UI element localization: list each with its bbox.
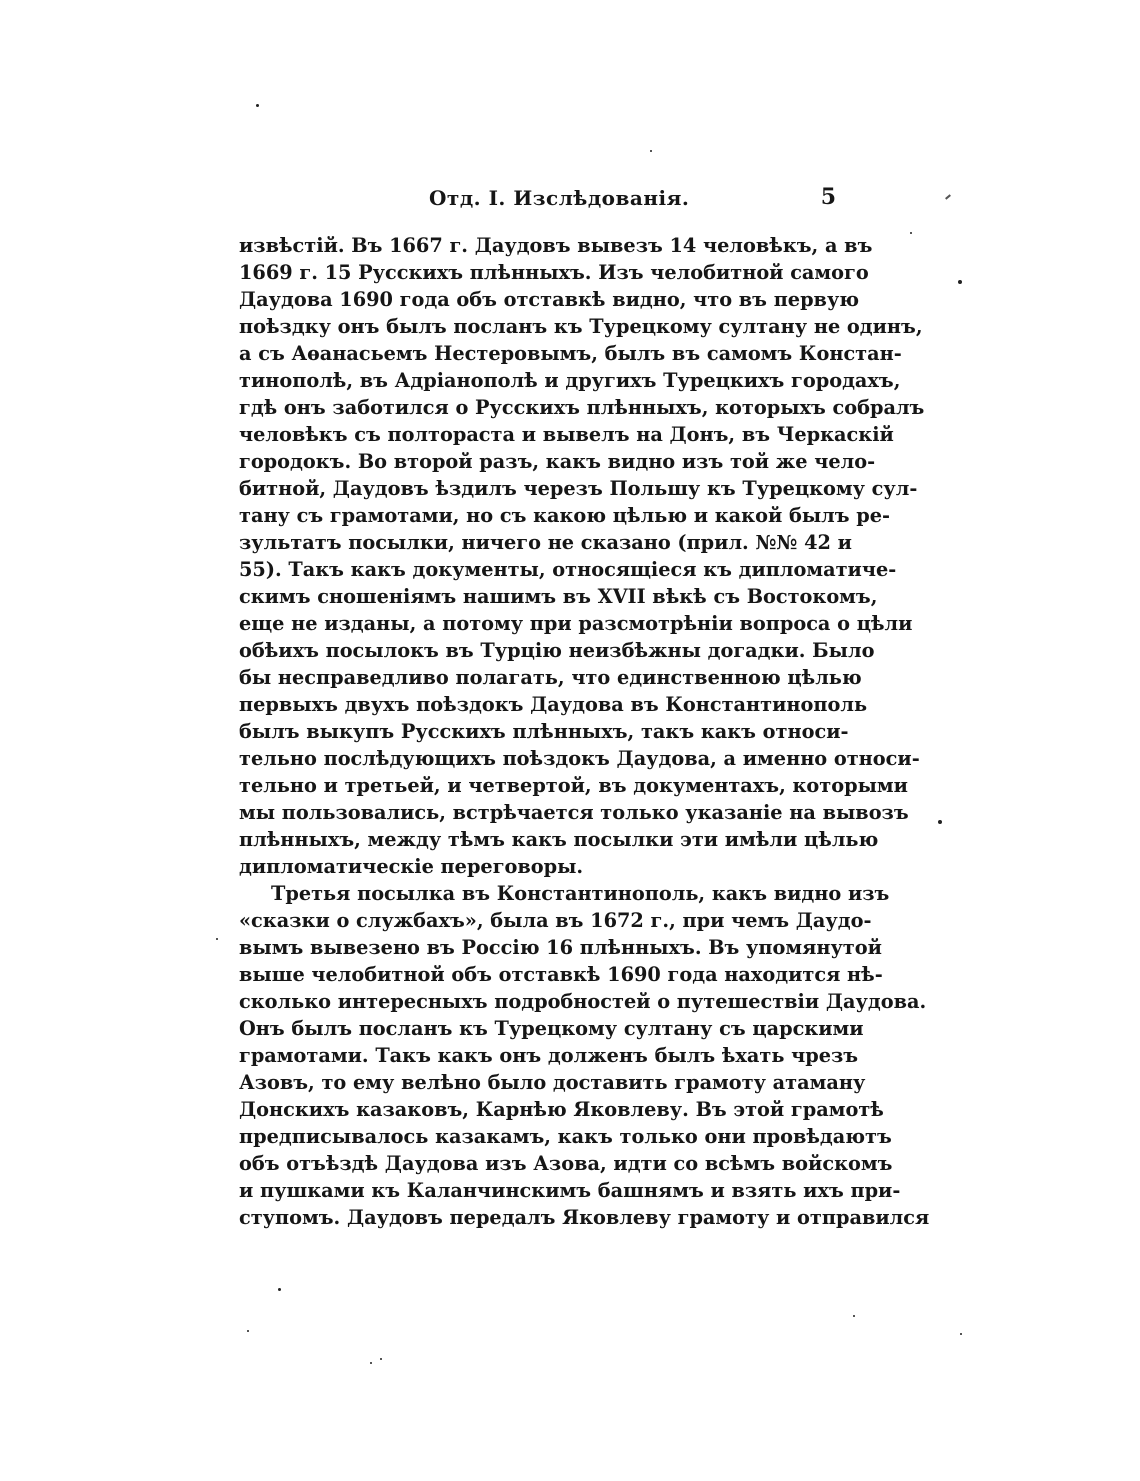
- text-line: еще не изданы, а потому при разсмотрѣніи вопроса о цѣли: [239, 612, 913, 635]
- text-line: тану съ грамотами, но съ какою цѣлью и какой былъ ре-: [239, 504, 891, 527]
- text-line: гдѣ онъ заботился о Русскихъ плѣнныхъ, которыхъ собралъ: [239, 396, 925, 419]
- text-line: грамотами. Такъ какъ онъ долженъ былъ ѣхать чрезъ: [239, 1044, 859, 1067]
- scan-speck: [278, 1288, 281, 1291]
- scan-speck: [247, 1330, 249, 1332]
- scan-speck: [380, 1358, 382, 1360]
- scan-speck: [650, 150, 652, 152]
- text-line: 55). Такъ какъ документы, относящіеся къ дипломатиче-: [239, 558, 897, 581]
- body-text: [239, 232, 930, 1231]
- text-line: первыхъ двухъ поѣздокъ Даудова въ Константинополь: [239, 693, 868, 716]
- scan-speck: [853, 1315, 855, 1317]
- text-line: и пушками къ Каланчинскимъ башнямъ и взять ихъ при-: [239, 1179, 901, 1202]
- text-line: городокъ. Во второй разъ, какъ видно изъ той же чело-: [239, 450, 876, 473]
- text-line: вымъ вывезено въ Россію 16 плѣнныхъ. Въ упомянутой: [239, 936, 882, 959]
- text-line: тельно послѣдующихъ поѣздокъ Даудова, а именно относи-: [239, 747, 920, 770]
- text-line: бы несправедливо полагать, что единственною цѣлью: [239, 666, 862, 689]
- text-line: былъ выкупъ Русскихъ плѣнныхъ, такъ какъ относи-: [239, 720, 849, 743]
- text-line: Онъ былъ посланъ къ Турецкому султану съ царскими: [239, 1017, 864, 1040]
- scan-speck: [216, 938, 218, 940]
- text-line: Даудова 1690 года объ отставкѣ видно, что въ первую: [239, 288, 860, 311]
- scan-speck: [938, 820, 942, 824]
- page-number: 5: [820, 184, 836, 210]
- text-line: мы пользовались, встрѣчается только указаніе на вывозъ: [239, 801, 909, 824]
- text-line: Донскихъ казаковъ, Карнѣю Яковлеву. Въ этой грамотѣ: [239, 1098, 884, 1121]
- text-line: выше челобитной объ отставкѣ 1690 года находится нѣ-: [239, 963, 883, 986]
- scan-speck: [958, 280, 962, 284]
- paragraph-end-line: дипломатическіе переговоры.: [239, 855, 584, 878]
- text-line: плѣнныхъ, между тѣмъ какъ посылки эти имѣли цѣлью: [239, 828, 879, 851]
- running-header: [239, 186, 839, 216]
- text-line: битной, Даудовъ ѣздилъ черезъ Польшу къ Турецкому сул-: [239, 477, 918, 500]
- scan-speck: [370, 1362, 372, 1364]
- text-line: человѣкъ съ полтораста и вывелъ на Донъ, въ Черкаскій: [239, 423, 894, 446]
- text-line: ступомъ. Даудовъ передалъ Яковлеву грамоту и отправился: [239, 1206, 930, 1229]
- scan-speck: [910, 232, 912, 234]
- text-line: предписывалось казакамъ, какъ только они провѣдаютъ: [239, 1125, 892, 1148]
- text-line: скимъ сношеніямъ нашимъ въ XVII вѣкѣ съ Востокомъ,: [239, 585, 878, 608]
- text-line: сколько интересныхъ подробностей о путешествіи Даудова.: [239, 990, 927, 1013]
- text-line: поѣздку онъ былъ посланъ къ Турецкому султану не одинъ,: [239, 315, 923, 338]
- text-line: «сказки о службахъ», была въ 1672 г., при чемъ Даудо-: [239, 909, 872, 932]
- text-line: а съ Аѳанасьемъ Нестеровымъ, былъ въ самомъ Констан-: [239, 342, 902, 365]
- text-line: Азовъ, то ему велѣно было доставить грамоту атаману: [239, 1071, 866, 1094]
- text-line: зультатъ посылки, ничего не сказано (прил. №№ 42 и: [239, 531, 852, 554]
- scan-speck: [256, 104, 259, 107]
- scan-speck: [960, 1333, 962, 1335]
- text-line: объ отъѣздѣ Даудова изъ Азова, идти со всѣмъ войскомъ: [239, 1152, 893, 1175]
- text-line: тинополѣ, въ Адріанополѣ и другихъ Турецкихъ городахъ,: [239, 369, 901, 392]
- text-line: извѣстій. Въ 1667 г. Даудовъ вывезъ 14 человѣкъ, а въ: [239, 234, 873, 257]
- paragraph-start-line: Третья посылка въ Константинополь, какъ видно изъ: [271, 882, 890, 905]
- scan-speck: [945, 194, 951, 199]
- text-line: тельно и третьей, и четвертой, въ документахъ, которыми: [239, 774, 908, 797]
- text-line: обѣихъ посылокъ въ Турцію неизбѣжны догадки. Было: [239, 639, 875, 662]
- text-line: 1669 г. 15 Русскихъ плѣнныхъ. Изъ челобитной самого: [239, 261, 869, 284]
- running-title: Отд. I. Изслѣдованія.: [429, 186, 690, 210]
